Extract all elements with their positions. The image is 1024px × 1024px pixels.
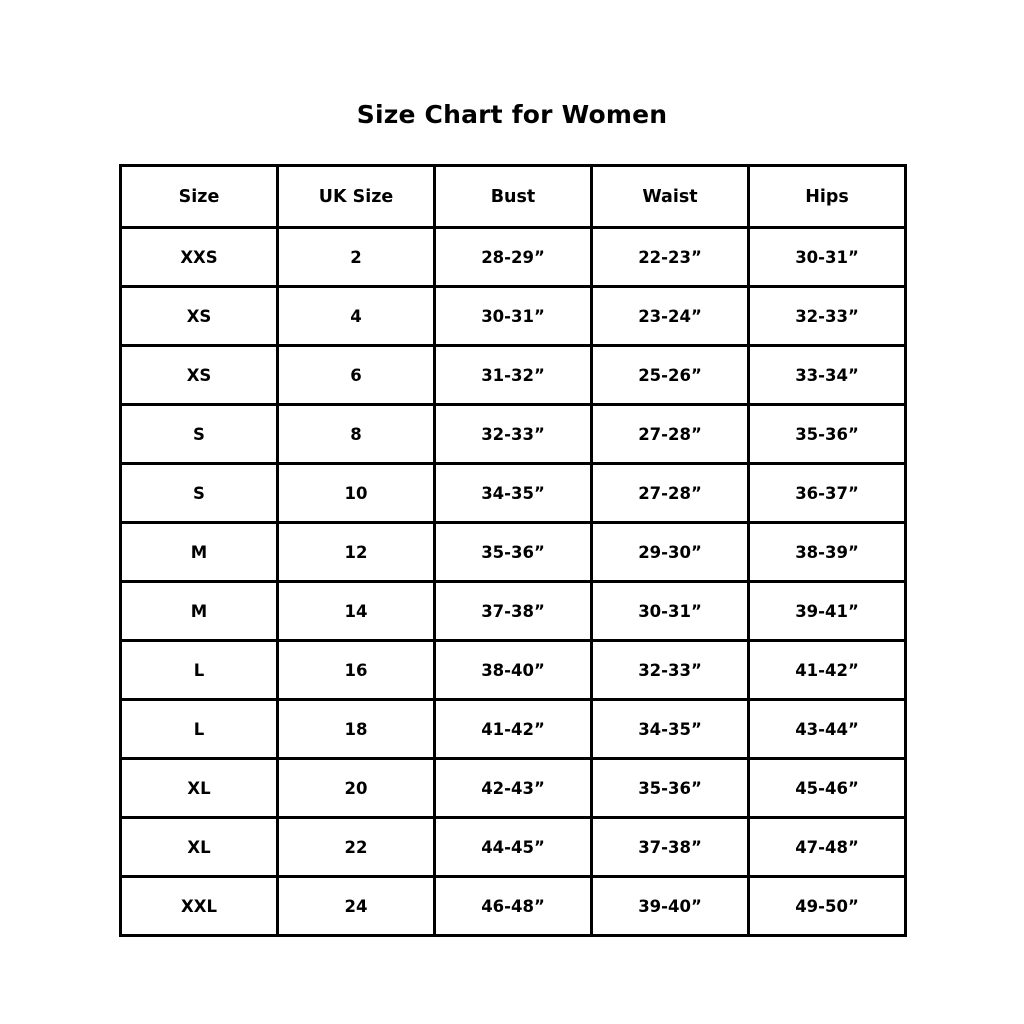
cell-uk-size: 4	[278, 287, 435, 346]
cell-waist: 25-26”	[592, 346, 749, 405]
table-row	[121, 346, 906, 405]
cell-waist: 27-28”	[592, 464, 749, 523]
cell-uk-size: 20	[278, 759, 435, 818]
cell-bust: 44-45”	[435, 818, 592, 877]
cell-uk-size: 16	[278, 641, 435, 700]
cell-waist: 22-23”	[592, 228, 749, 287]
table-row	[121, 700, 906, 759]
cell-size: XXL	[121, 877, 278, 936]
cell-hips: 33-34”	[749, 346, 906, 405]
cell-bust: 30-31”	[435, 287, 592, 346]
cell-uk-size: 18	[278, 700, 435, 759]
cell-bust: 32-33”	[435, 405, 592, 464]
cell-uk-size: 6	[278, 346, 435, 405]
cell-uk-size: 2	[278, 228, 435, 287]
cell-waist: 27-28”	[592, 405, 749, 464]
cell-hips: 36-37”	[749, 464, 906, 523]
table-row	[121, 582, 906, 641]
cell-hips: 45-46”	[749, 759, 906, 818]
cell-hips: 30-31”	[749, 228, 906, 287]
table-header-row	[121, 166, 906, 228]
cell-hips: 47-48”	[749, 818, 906, 877]
cell-bust: 35-36”	[435, 523, 592, 582]
table-row	[121, 877, 906, 936]
table-row	[121, 287, 906, 346]
cell-uk-size: 14	[278, 582, 435, 641]
column-header-size: Size	[121, 166, 278, 228]
cell-waist: 32-33”	[592, 641, 749, 700]
cell-size: S	[121, 464, 278, 523]
cell-uk-size: 12	[278, 523, 435, 582]
column-header-bust: Bust	[435, 166, 592, 228]
cell-waist: 37-38”	[592, 818, 749, 877]
column-header-uk-size: UK Size	[278, 166, 435, 228]
cell-size: L	[121, 641, 278, 700]
size-chart-table-container	[119, 164, 904, 937]
cell-waist: 39-40”	[592, 877, 749, 936]
cell-uk-size: 8	[278, 405, 435, 464]
size-chart-table	[119, 164, 907, 937]
cell-waist: 30-31”	[592, 582, 749, 641]
cell-bust: 37-38”	[435, 582, 592, 641]
column-header-hips: Hips	[749, 166, 906, 228]
cell-bust: 34-35”	[435, 464, 592, 523]
table-row	[121, 405, 906, 464]
cell-size: M	[121, 523, 278, 582]
cell-size: XL	[121, 818, 278, 877]
cell-hips: 49-50”	[749, 877, 906, 936]
table-row	[121, 759, 906, 818]
page-title: Size Chart for Women	[356, 100, 668, 129]
table-row	[121, 523, 906, 582]
cell-bust: 41-42”	[435, 700, 592, 759]
cell-bust: 38-40”	[435, 641, 592, 700]
cell-uk-size: 10	[278, 464, 435, 523]
cell-hips: 39-41”	[749, 582, 906, 641]
table-row	[121, 228, 906, 287]
cell-bust: 31-32”	[435, 346, 592, 405]
cell-size: L	[121, 700, 278, 759]
cell-waist: 35-36”	[592, 759, 749, 818]
table-row	[121, 464, 906, 523]
cell-hips: 32-33”	[749, 287, 906, 346]
cell-hips: 41-42”	[749, 641, 906, 700]
cell-uk-size: 22	[278, 818, 435, 877]
table-row	[121, 818, 906, 877]
cell-size: XL	[121, 759, 278, 818]
cell-hips: 43-44”	[749, 700, 906, 759]
cell-uk-size: 24	[278, 877, 435, 936]
cell-bust: 28-29”	[435, 228, 592, 287]
cell-size: M	[121, 582, 278, 641]
cell-waist: 29-30”	[592, 523, 749, 582]
table-row	[121, 641, 906, 700]
column-header-waist: Waist	[592, 166, 749, 228]
cell-waist: 34-35”	[592, 700, 749, 759]
cell-hips: 38-39”	[749, 523, 906, 582]
cell-size: S	[121, 405, 278, 464]
cell-bust: 46-48”	[435, 877, 592, 936]
cell-size: XS	[121, 346, 278, 405]
cell-bust: 42-43”	[435, 759, 592, 818]
cell-size: XXS	[121, 228, 278, 287]
cell-size: XS	[121, 287, 278, 346]
cell-hips: 35-36”	[749, 405, 906, 464]
cell-waist: 23-24”	[592, 287, 749, 346]
